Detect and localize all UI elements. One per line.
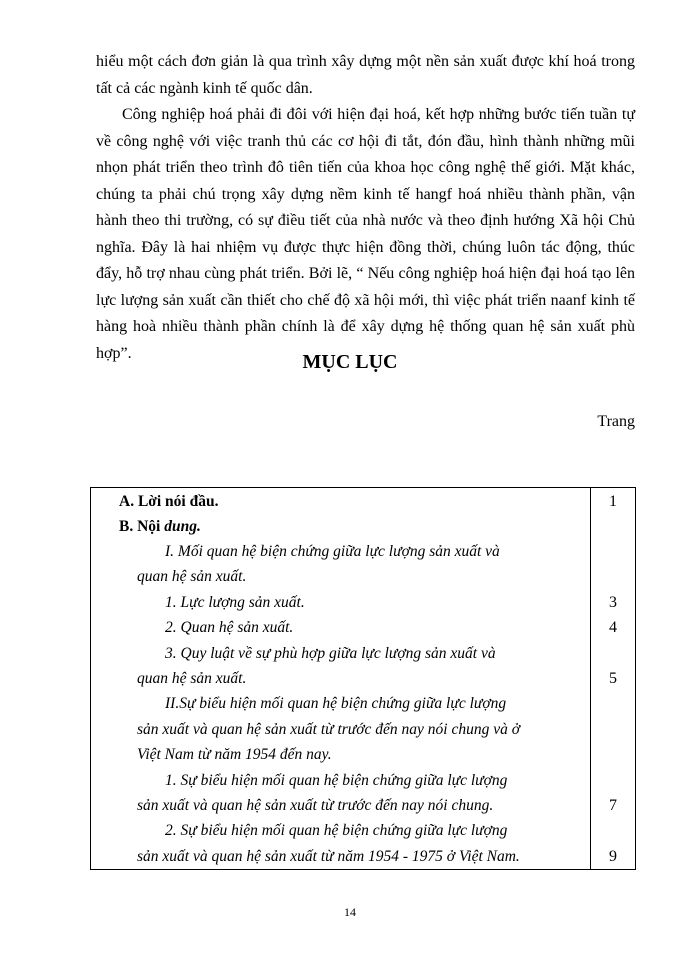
toc-entry-content-prefix: B. Nội — [119, 518, 165, 535]
toc-entry-2-1-line1: 1. Sự biểu hiện mối quan hệ biện chứng giữa lực lượng — [165, 772, 508, 789]
toc-page-1-1: 3 — [609, 594, 617, 611]
toc-page-1-3: 5 — [609, 670, 617, 687]
toc-page-intro: 1 — [609, 493, 617, 510]
body-paragraph-1: hiểu một cách đơn giản là qua trình xây dựng một nền sản xuất được khí hoá trong tất cả các ngành kinh tế quốc dân. — [96, 53, 635, 97]
toc-entry-1-3-line2: quan hệ sản xuất. — [137, 670, 247, 687]
toc-page-1-2: 4 — [609, 619, 617, 636]
toc-entry-content — [119, 514, 201, 540]
toc-entry-2-1-line2: sản xuất và quan hệ sản xuất từ trước đến nay nói chung. — [137, 797, 494, 814]
toc-page-2-1: 7 — [609, 797, 617, 814]
toc-entry-section-1-line2: quan hệ sản xuất. — [137, 568, 247, 585]
toc-entry-section-1-line1: I. Mối quan hệ biện chứng giữa lực lượng sản xuất và — [165, 543, 500, 560]
toc-entry-intro: A. Lời nói đầu. — [119, 493, 219, 510]
toc-entry-2-2-line1: 2. Sự biểu hiện mối quan hệ biện chứng giữa lực lượng — [165, 822, 508, 839]
toc-entry-1-2: 2. Quan hệ sản xuất. — [165, 619, 294, 636]
toc-entry-content-word: dung. — [164, 518, 201, 535]
toc-entry-section-2-line1: II.Sự biểu hiện mối quan hệ biện chứng giữa lực lượng — [165, 695, 507, 712]
toc-page-column-header: Trang — [597, 413, 635, 430]
toc-title: MỤC LỤC — [302, 351, 398, 373]
toc-entry-section-2-line3: Việt Nam từ năm 1954 đến nay. — [137, 746, 332, 763]
toc-table — [90, 487, 636, 870]
toc-entry-section-2-line2: sản xuất và quan hệ sản xuất từ trước đến nay nói chung và ở — [137, 721, 520, 738]
toc-entry-1-1: 1. Lực lượng sản xuất. — [165, 594, 305, 611]
toc-page-2-2: 9 — [609, 848, 617, 865]
toc-entry-2-2-line2: sản xuất và quan hệ sản xuất từ năm 1954 - 1975 ở Việt Nam. — [137, 848, 520, 865]
body-paragraph-2: Công nghiệp hoá phải đi đôi với hiện đại hoá, kết hợp những bước tiến tuần tự về công nghệ với việc tranh thủ các cơ hội đi tắt, đón đầu, hình thành những mũi nhọn phát triển theo trình đô tiên tiến của khoa học công nghệ thế giới. Mặt khác, chúng ta phải chú trọng xây dựng nềm kinh tế hangf hoá nhiều thành phần, vận hành theo thi trường, có sự điều tiết của nhà nước và theo định hướng Xã hội Chủ nghĩa. Đây là hai nhiệm vụ được thực hiện đồng thời, chúng luôn tác động, thúc đẩy, hỗ trợ nhau cùng phát triển. Bởi lẽ, “ Nếu công nghiệp hoá hiện đại hoá tạo lên lực lượng sản xuất cần thiết cho chế độ xã hội mới, thì việc phát triển naanf kinh tế hàng hoà nhiều thành phần chính là để xây dựng hệ thống quan hệ sản xuất phù hợp”. — [96, 106, 635, 362]
toc-entry-1-3-line1: 3. Quy luật về sự phù hợp giữa lực lượng sản xuất và — [165, 645, 496, 662]
page-number: 14 — [344, 905, 356, 919]
